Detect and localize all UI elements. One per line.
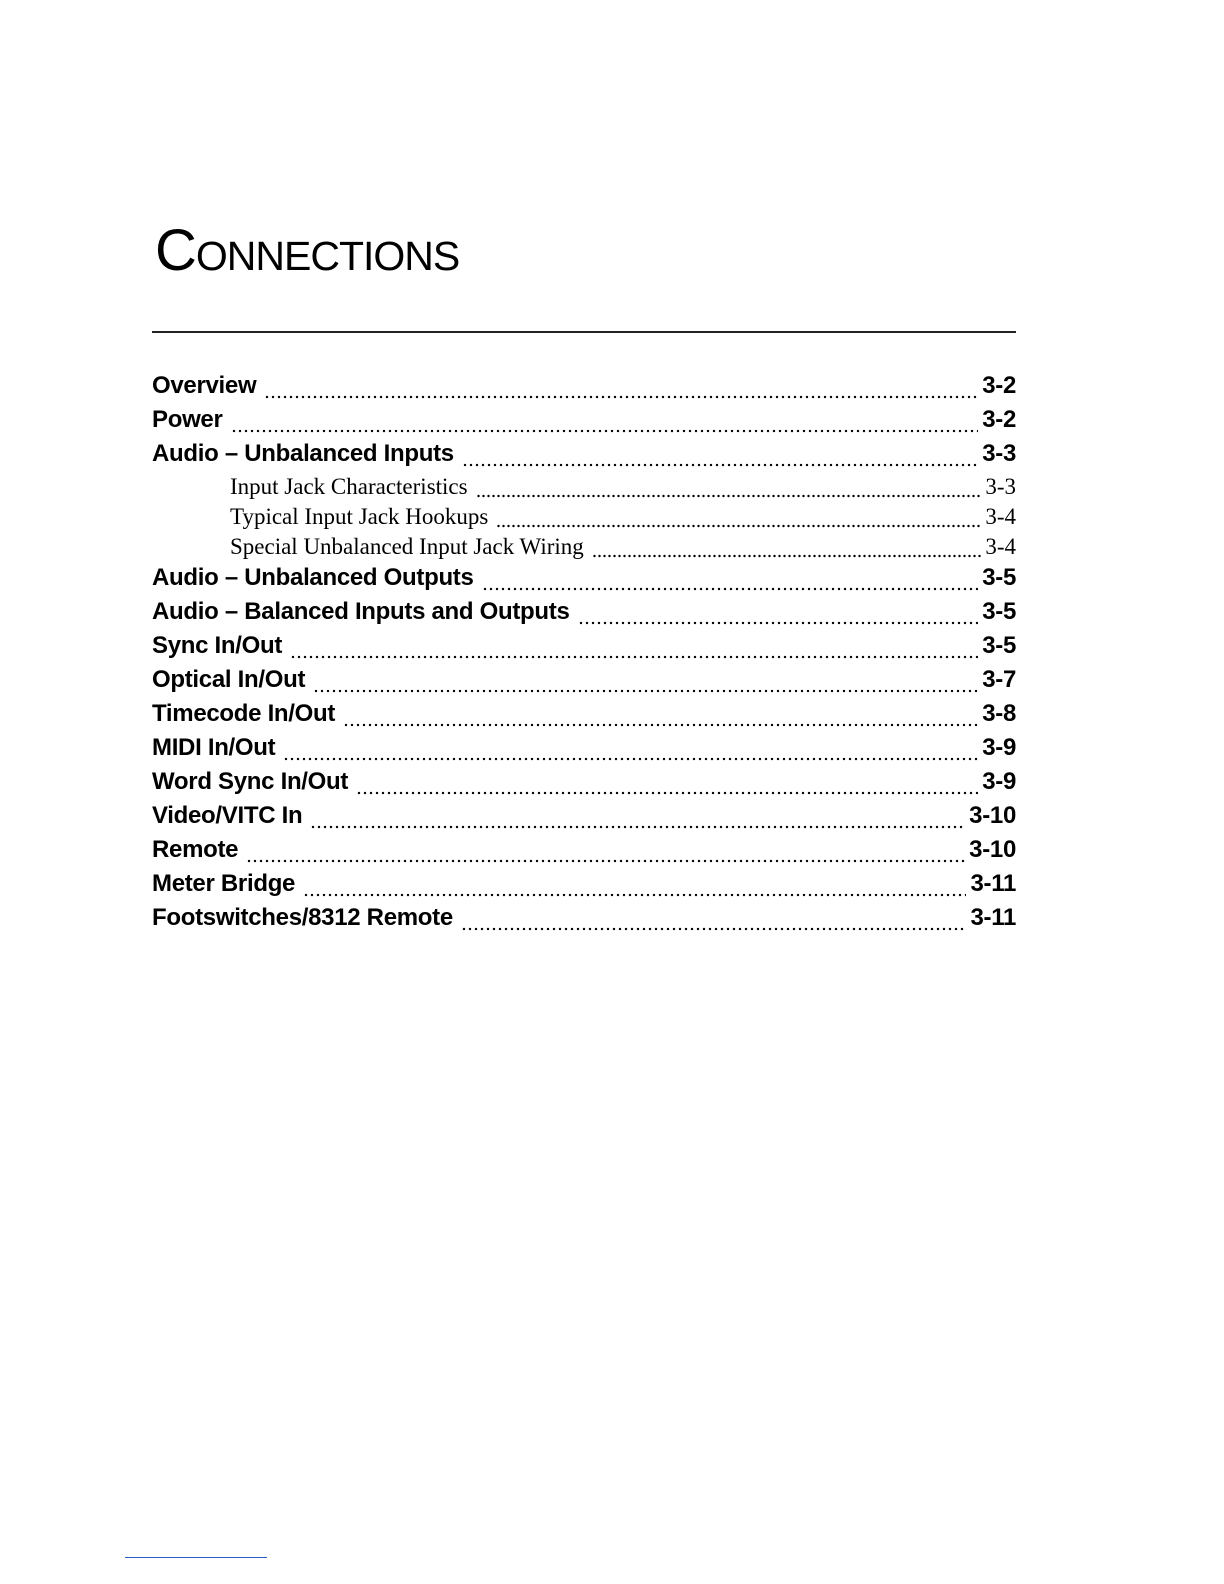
toc-subentry[interactable]	[152, 534, 1016, 564]
toc-subentry[interactable]	[152, 474, 1016, 504]
toc-entry-label: Sync In/Out	[152, 632, 283, 659]
footer-rule	[125, 1557, 267, 1558]
dot-leader	[482, 587, 979, 591]
dot-leader	[313, 689, 978, 693]
toc-entry-page-number: 3-11	[970, 904, 1016, 931]
dot-leader	[290, 655, 978, 659]
toc-entry-label: Input Jack Characteristics	[230, 474, 468, 499]
toc-entry-page-number: 3-9	[982, 734, 1016, 761]
toc-entry[interactable]	[152, 372, 1016, 406]
toc-entry-label: Audio – Unbalanced Inputs	[152, 440, 454, 467]
toc-entry-label: Overview	[152, 372, 257, 399]
toc-entry[interactable]	[152, 598, 1016, 632]
toc-entry-page-number: 3-8	[982, 700, 1016, 727]
toc-entry-page-number: 3-10	[969, 836, 1016, 863]
toc-entry-page-number: 3-5	[982, 632, 1016, 659]
toc-entry[interactable]	[152, 734, 1016, 768]
toc-entry-label: Audio – Balanced Inputs and Outputs	[152, 598, 570, 625]
toc-entry-label: Power	[152, 406, 223, 433]
toc-entry[interactable]	[152, 666, 1016, 700]
toc-entry-page-number: 3-2	[982, 372, 1016, 399]
toc-entry[interactable]	[152, 836, 1016, 870]
toc-entry[interactable]	[152, 700, 1016, 734]
toc-entry-page-number: 3-3	[985, 474, 1016, 499]
toc-entry-label: Word Sync In/Out	[152, 768, 349, 795]
dot-leader	[496, 524, 981, 528]
toc-entry[interactable]	[152, 768, 1016, 802]
toc-entry-label: Meter Bridge	[152, 870, 296, 897]
toc-entry-label: Audio – Unbalanced Outputs	[152, 564, 474, 591]
toc-entry-label: Footswitches/8312 Remote	[152, 904, 453, 931]
toc-entry[interactable]	[152, 632, 1016, 666]
dot-leader	[283, 757, 978, 761]
toc-entry[interactable]	[152, 802, 1016, 836]
dot-leader	[264, 395, 978, 399]
dot-leader	[310, 825, 965, 829]
dot-leader	[231, 429, 979, 433]
toc-entry-page-number: 3-5	[982, 598, 1016, 625]
dot-leader	[303, 893, 966, 897]
toc-entry-page-number: 3-2	[982, 406, 1016, 433]
toc-entry[interactable]	[152, 440, 1016, 474]
toc-entry-page-number: 3-11	[970, 870, 1016, 897]
dot-leader	[592, 554, 982, 558]
dot-leader	[343, 723, 978, 727]
toc-entry-page-number: 3-5	[982, 564, 1016, 591]
toc-entry-label: Optical In/Out	[152, 666, 306, 693]
toc-entry[interactable]	[152, 564, 1016, 598]
toc-entry-label: Video/VITC In	[152, 802, 303, 829]
dot-leader	[578, 621, 979, 625]
dot-leader	[476, 494, 982, 498]
title-divider	[152, 331, 1016, 333]
toc-entry-page-number: 3-10	[969, 802, 1016, 829]
toc-entry-page-number: 3-9	[982, 768, 1016, 795]
toc-entry-label: Typical Input Jack Hookups	[230, 504, 489, 529]
dot-leader	[462, 463, 978, 467]
toc-entry-label: Remote	[152, 836, 239, 863]
toc-subentry[interactable]	[152, 504, 1016, 534]
table-of-contents	[152, 372, 1016, 938]
dot-leader	[461, 927, 967, 931]
dot-leader	[246, 859, 965, 863]
toc-entry[interactable]	[152, 904, 1016, 938]
toc-entry[interactable]	[152, 870, 1016, 904]
dot-leader	[356, 791, 978, 795]
toc-entry-page-number: 3-3	[982, 440, 1016, 467]
chapter-title: Connections	[155, 218, 460, 283]
toc-entry-page-number: 3-4	[985, 534, 1016, 559]
toc-entry-label: MIDI In/Out	[152, 734, 276, 761]
toc-entry-label: Special Unbalanced Input Jack Wiring	[230, 534, 584, 559]
toc-entry-label: Timecode In/Out	[152, 700, 336, 727]
toc-entry-page-number: 3-7	[982, 666, 1016, 693]
toc-entry[interactable]	[152, 406, 1016, 440]
toc-entry-page-number: 3-4	[985, 504, 1016, 529]
